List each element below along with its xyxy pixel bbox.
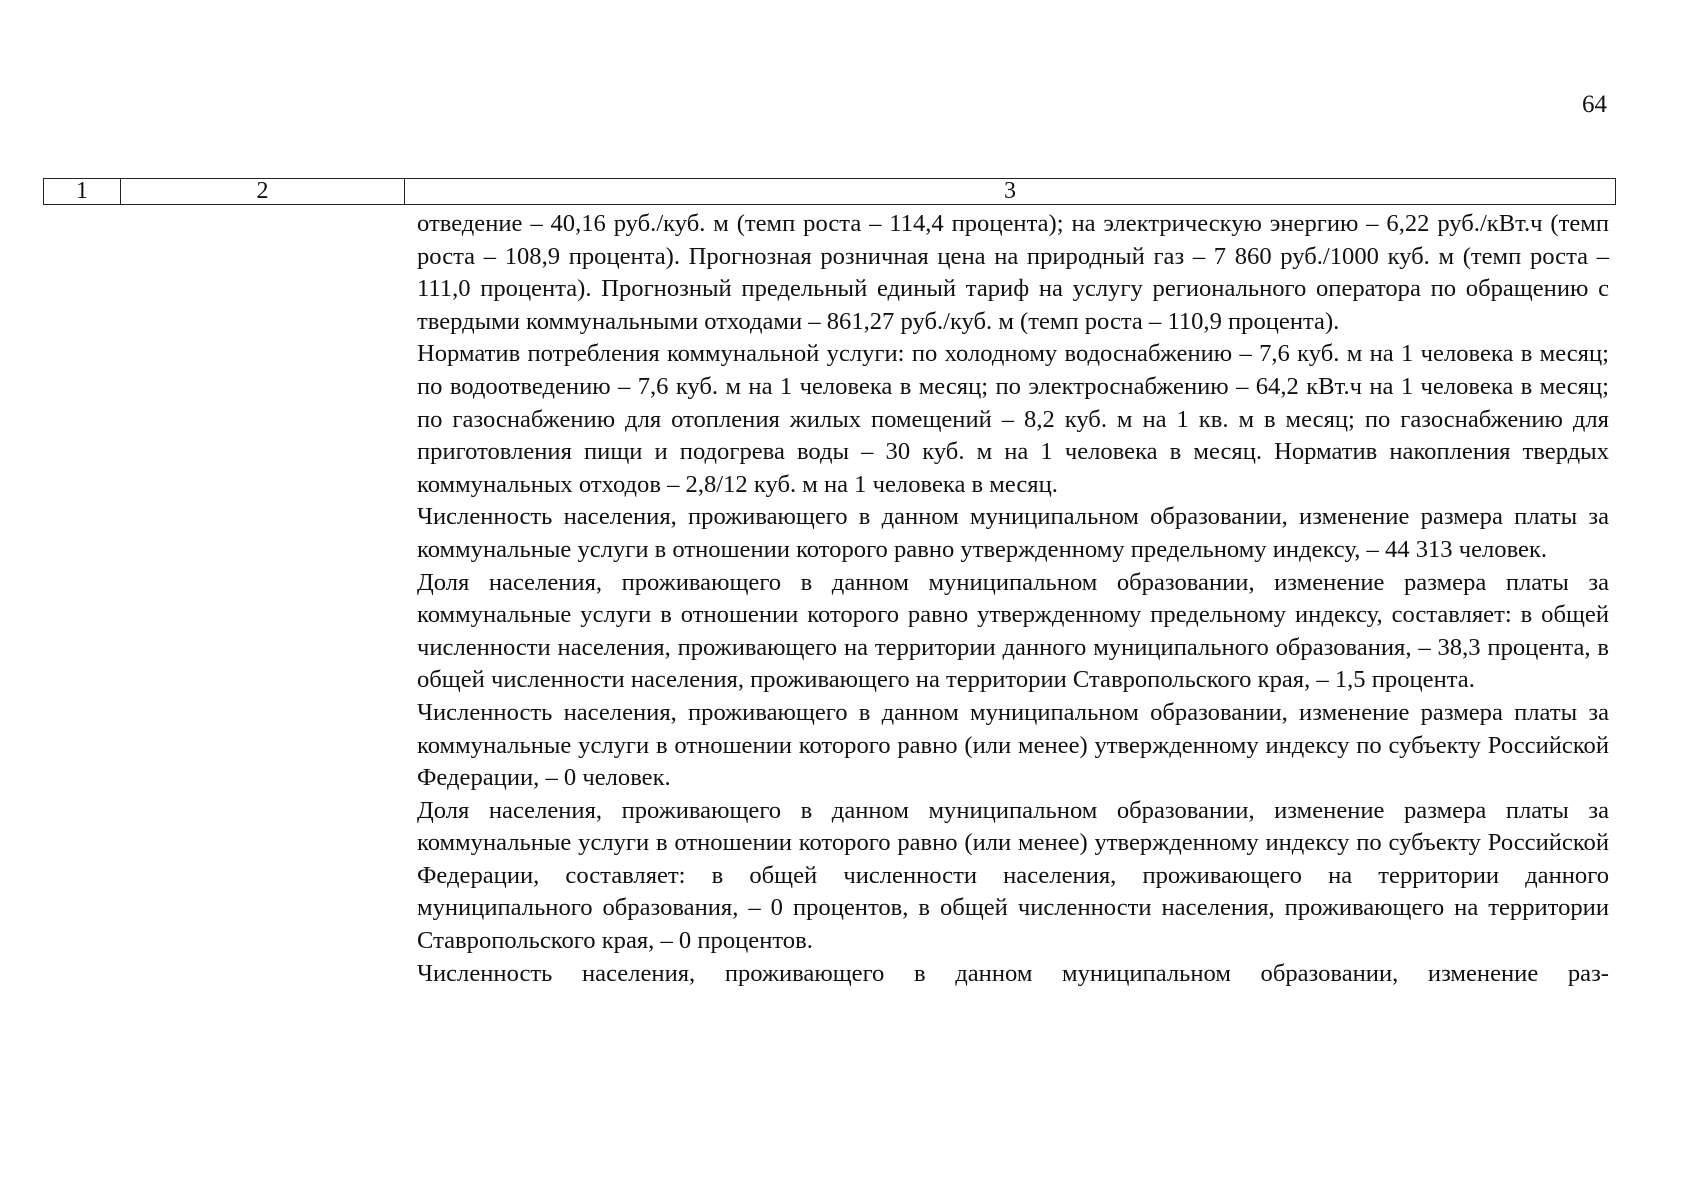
paragraph-continued: Численность населения, проживающего в данном муниципальном образовании, изменение раз- (417, 959, 1609, 987)
paragraph-share-equal-index: Доля населения, проживающего в данном муниципальном образовании, изменение размера платы за коммунальные услуги в отношении которого равно утвержденному предельному индексу, составляет: в общей численности населения, проживающего на территории данного муниципального образования, – 38,3 процента, в общей численности населения, проживающего на территории Ставропольского края, – 1,5 процента. (417, 568, 1609, 694)
table-column-numbers (43, 178, 1616, 205)
column-3-text (417, 208, 1609, 990)
paragraph-tariffs: отведение – 40,16 руб./куб. м (темп роста – 114,4 процента); на электрическую энергию – 6,22 руб./кВт.ч (темп роста – 108,9 процента). Прогнозная розничная цена на природный газ – 7 860 руб./1000 куб. м (темп роста – 111,0 процента). Прогнозный предельный единый тариф на услугу регионального оператора по обращению с твердыми коммунальными отходами – 861,27 руб./куб. м (темп роста – 110,9 процента). (417, 210, 1609, 335)
paragraph-population-equal-index: Численность населения, проживающего в данном муниципальном образовании, изменение размера платы за коммунальные услуги в отношении которого равно утвержденному предельному индексу, – 44 313 человек. (417, 503, 1609, 563)
column-number-1: 1 (44, 179, 121, 204)
column-number-3: 3 (1004, 179, 1016, 204)
column-number-2: 2 (121, 179, 405, 204)
paragraph-consumption-norms: Норматив потребления коммунальной услуги: по холодному водоснабжению – 7,6 куб. м на 1 человека в месяц; по водоотведению – 7,6 куб. м на 1 человека в месяц; по электроснабжению – 64,2 кВт.ч на 1 человека в месяц; по газоснабжению для отопления жилых помещений – 8,2 куб. м на 1 кв. м в месяц; по газоснабжению для приготовления пищи и подогрева воды – 30 куб. м на 1 человека в месяц. Норматив накопления твердых коммунальных отходов – 2,8/12 куб. м на 1 человека в месяц. (417, 340, 1609, 498)
page-number: 64 (1582, 91, 1607, 118)
paragraph-share-subject-index: Доля населения, проживающего в данном муниципальном образовании, изменение размера платы за коммунальные услуги в отношении которого равно (или менее) утвержденному индексу по субъекту Российской Федерации, составляет: в общей численности населения, проживающего на территории данного муниципального образования, – 0 процентов, в общей численности населения, проживающего на территории Ставропольского края, – 0 процентов. (417, 796, 1609, 955)
paragraph-population-subject-index: Численность населения, проживающего в данном муниципальном образовании, изменение размера платы за коммунальные услуги в отношении которого равно (или менее) утвержденному индексу по субъекту Российской Федерации, – 0 человек. (417, 698, 1609, 792)
